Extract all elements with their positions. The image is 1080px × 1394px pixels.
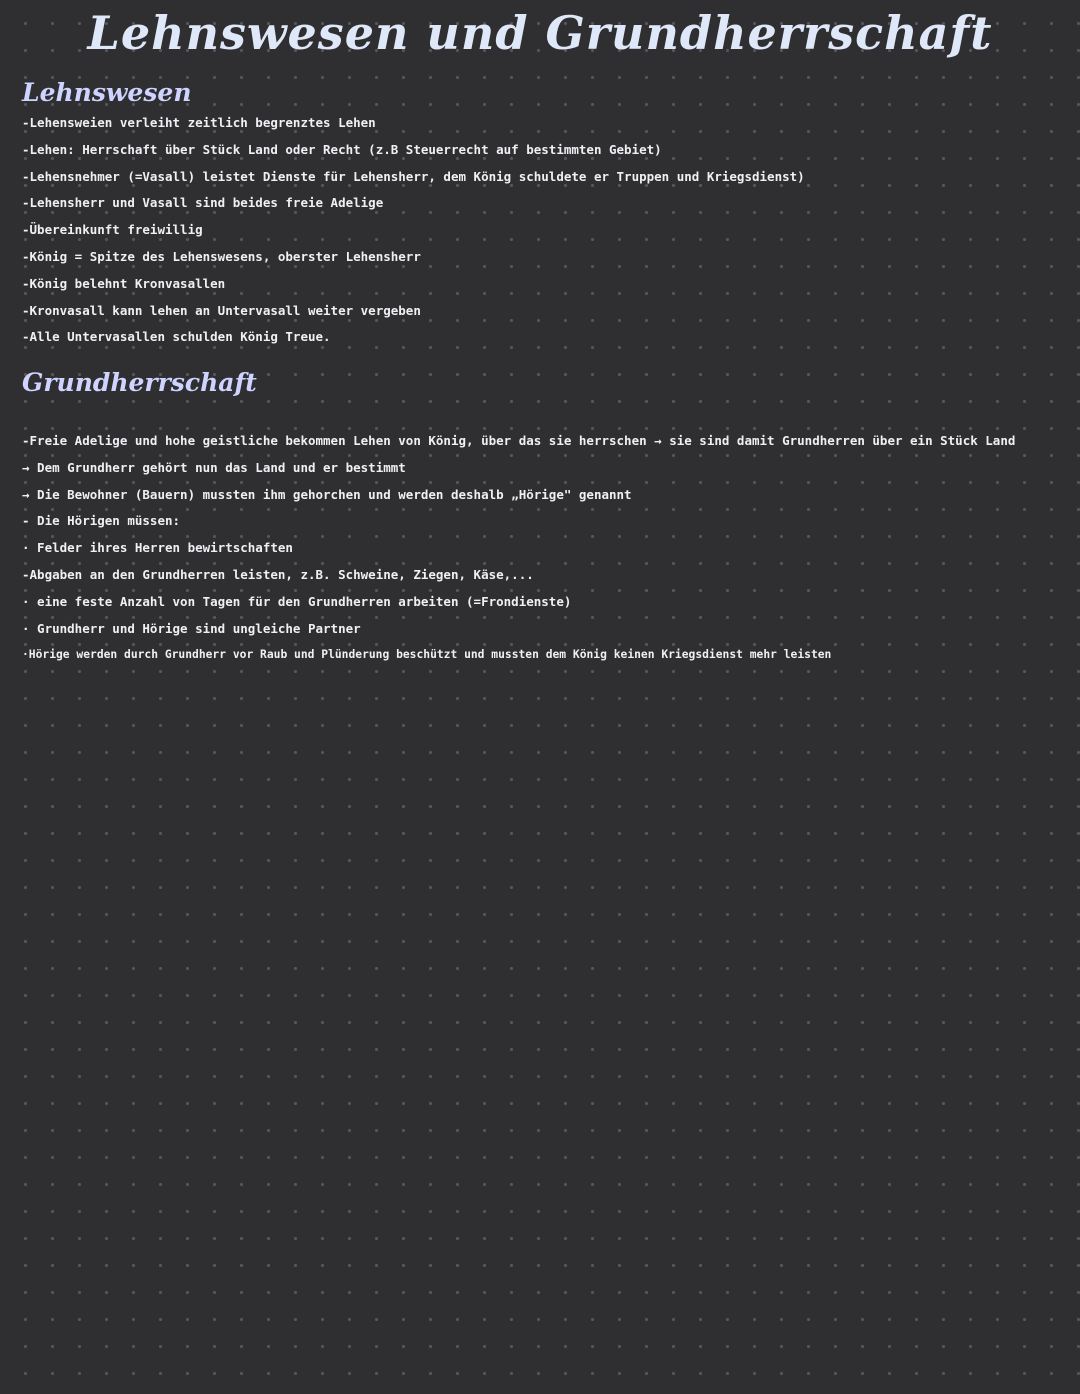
note-line: -Abgaben an den Grundherren leisten, z.B. Schweine, Ziegen, Käse,... bbox=[22, 566, 534, 582]
note-line: ·Hörige werden durch Grundherr vor Raub und Plünderung beschützt und mussten dem König keinen Kriegsdienst mehr leisten bbox=[22, 648, 832, 662]
note-line: -Übereinkunft freiwillig bbox=[22, 222, 203, 238]
note-line: -Lehen: Herrschaft über Stück Land oder Recht (z.B Steuerrecht auf bestimmten Gebiet) bbox=[22, 141, 662, 157]
note-line: · Grundherr und Hörige sind ungleiche Partner bbox=[22, 620, 361, 636]
section-heading-lehnswesen: Lehnswesen bbox=[22, 78, 192, 107]
note-line: -Freie Adelige und hohe geistliche bekommen Lehen von König, über das sie herrschen → sie sind damit Grundherren über ein Stück Land bbox=[22, 433, 1016, 448]
note-line: · Felder ihres Herren bewirtschaften bbox=[22, 540, 293, 556]
note-line: → Die Bewohner (Bauern) mussten ihm gehorchen und werden deshalb „Hörige" genannt bbox=[22, 486, 632, 502]
note-line: -König = Spitze des Lehenswesens, oberster Lehensherr bbox=[22, 248, 421, 264]
note-line: -König belehnt Kronvasallen bbox=[22, 275, 226, 291]
note-line: -Lehensnehmer (=Vasall) leistet Dienste für Lehensherr, dem König schuldete er Truppen und Kriegsdienst) bbox=[22, 168, 805, 184]
note-line: - Die Hörigen müssen: bbox=[22, 513, 181, 529]
lehnswesen-notes bbox=[22, 110, 1072, 351]
grundherrschaft-notes bbox=[22, 428, 1072, 669]
page-title: Lehnswesen und Grundherrschaft bbox=[87, 6, 993, 60]
note-line: -Lehensherr und Vasall sind beides freie Adelige bbox=[22, 195, 384, 211]
note-line: → Dem Grundherr gehört nun das Land und er bestimmt bbox=[22, 459, 406, 475]
note-line: · eine feste Anzahl von Tagen für den Grundherren arbeiten (=Frondienste) bbox=[22, 593, 572, 609]
note-line: -Alle Untervasallen schulden König Treue. bbox=[22, 329, 331, 345]
note-line: -Kronvasall kann lehen an Untervasall weiter vergeben bbox=[22, 302, 421, 318]
note-line: -Lehensweien verleiht zeitlich begrenztes Lehen bbox=[22, 115, 376, 130]
section-heading-grundherrschaft: Grundherrschaft bbox=[22, 368, 257, 397]
